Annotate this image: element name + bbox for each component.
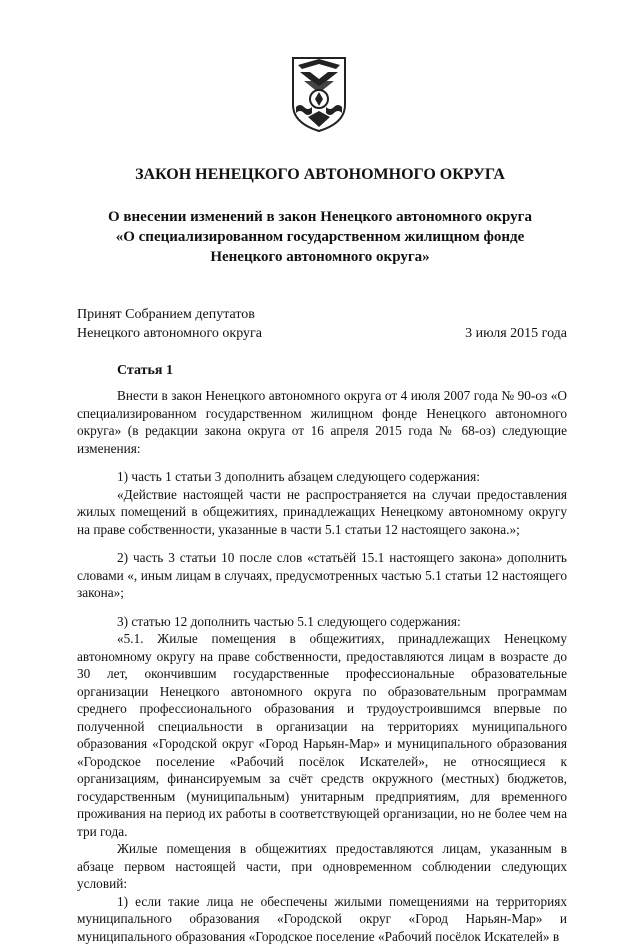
subtitle-line: «О специализированном государственном жилищном фонде <box>60 227 580 247</box>
law-title: ЗАКОН НЕНЕЦКОГО АВТОНОМНОГО ОКРУГА <box>0 166 640 184</box>
paragraph: Внести в закон Ненецкого автономного округа от 4 июля 2007 года № 90-оз «О специализированном государственном жилищном фонде Ненецкого автономного округа» (в редакции закона округа от 16 апреля 2015 года № 68-оз) следующие изменения: <box>77 387 567 457</box>
article-body <box>77 387 567 945</box>
paragraph: «Действие настоящей части не распространяется на случаи предоставления жилых помещений в общежитиях, принадлежащих Ненецкому автономному округу на праве собственности, указанные в части 5.1 статьи 12 настоящего закона.»; <box>77 486 567 539</box>
paragraph: 1) часть 1 статьи 3 дополнить абзацем следующего содержания: <box>77 468 567 486</box>
paragraph: 3) статью 12 дополнить частью 5.1 следующего содержания: <box>77 613 567 631</box>
adoption-line: Принят Собранием депутатов <box>77 305 567 324</box>
law-subtitle <box>60 207 580 267</box>
subtitle-line: Ненецкого автономного округа» <box>60 247 580 267</box>
article-heading: Статья 1 <box>117 363 173 379</box>
paragraph: 2) часть 3 статьи 10 после слов «статьёй 15.1 настоящего закона» дополнить словами «, иным лицам в случаях, предусмотренных частью 5.1 статьи 12 настоящего закона»; <box>77 549 567 602</box>
subtitle-line: О внесении изменений в закон Ненецкого автономного округа <box>60 207 580 227</box>
paragraph: 1) если такие лица не обеспечены жилыми помещениями на территориях муниципального образования «Городской округ «Город Нарьян-Мар» и муниципального образования «Городское поселение «Рабочий посёлок Искателей» в <box>77 893 567 945</box>
adoption-info <box>77 305 567 343</box>
adoption-line: Ненецкого автономного округа <box>77 324 567 343</box>
coat-of-arms-emblem <box>290 55 348 133</box>
paragraph: Жилые помещения в общежитиях предоставляются лицам, указанным в абзаце первом настоящей части, при одновременном соблюдении следующих условий: <box>77 840 567 893</box>
adoption-date: 3 июля 2015 года <box>465 324 567 343</box>
paragraph: «5.1. Жилые помещения в общежитиях, принадлежащих Ненецкому автономному округу на праве собственности, предоставляются лицам в возрасте до 30 лет, окончившим государственные профессиональные образовательные организации Ненецкого автономного округа по образовательным программам среднего профессионального образования и трудоустроившимся впервые по полученной специальности в организации на территориях муниципального образования «Городской округ «Город Нарьян-Мар» и муниципального образования «Городское поселение «Рабочий посёлок Искателей», не относящиеся к организациям, финансируемым за счёт средств окружного (местных) бюджетов, государственным (муниципальным) унитарным предприятиям, для временного проживания на период их работы в соответствующей организации, но не более чем на три года. <box>77 630 567 840</box>
